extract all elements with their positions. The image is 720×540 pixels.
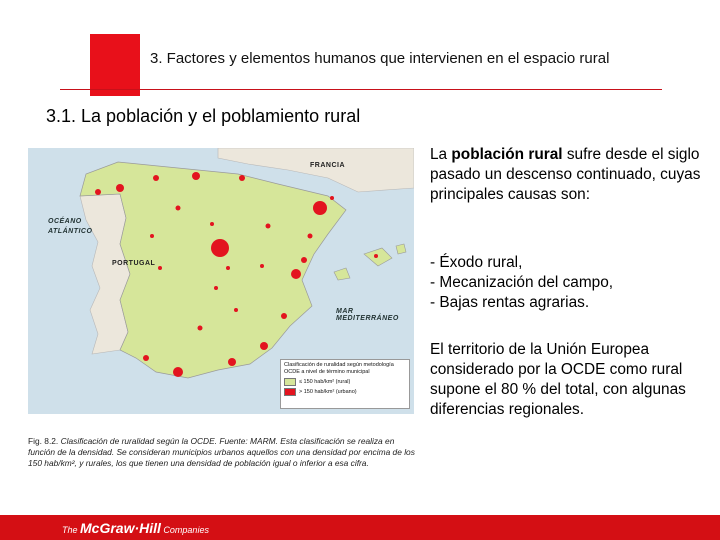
- legend-label-urban: > 150 hab/km² (urbano): [299, 388, 357, 395]
- legend-swatch-urban: [284, 388, 296, 396]
- logo-the: The: [62, 525, 81, 535]
- legend-label-rural: ≤ 150 hab/km² (rural): [299, 378, 351, 385]
- map-legend: [280, 359, 410, 409]
- header-divider: [60, 89, 662, 90]
- paragraph-intro-start: La: [430, 146, 452, 163]
- legend-item-rural: [284, 378, 406, 386]
- logo-companies: Companies: [160, 525, 209, 535]
- logo-name: McGraw·Hill: [80, 520, 161, 536]
- map-label-ocean: OCÉANO: [48, 218, 82, 225]
- caption-title: Clasificación de ruralidad según la OCDE. Fuente: MARM.: [60, 436, 278, 446]
- paragraph-intro: [430, 145, 702, 205]
- header-title: 3. Factores y elementos humanos que intervienen en el espacio rural: [150, 50, 610, 67]
- header-accent-block: [90, 34, 140, 96]
- balearic-islands: [334, 244, 406, 280]
- ruralidad-map: [28, 148, 414, 414]
- map-label-ocean-2: ATLÁNTICO: [48, 228, 93, 235]
- caption-body: Esta clasificación se realiza en función de la densidad. Se consideran municipios urbanos aquellos con una densidad por encima de los 150 hab/km², y rurales, los que tienen una densidad de población igual o inferior a esa cifra.: [28, 436, 415, 468]
- list-item: - Éxodo rural,: [430, 254, 523, 271]
- map-label-france: FRANCIA: [310, 162, 345, 169]
- paragraph-eu: El territorio de la Unión Europea considerado por la OCDE como rural supone el 80 % del total, con algunas diferencias regionales.: [430, 341, 686, 418]
- legend-title: Clasificación de ruralidad según metodología OCDE a nivel de término municipal: [284, 362, 394, 375]
- section-title: 3.1. La población y el poblamiento rural: [46, 106, 361, 126]
- legend-item-urban: [284, 388, 406, 396]
- caption-prefix: Fig. 8.2.: [28, 436, 61, 446]
- footer-bar: [0, 515, 720, 540]
- map-label-mediterranean: MAR MEDITERRÁNEO: [336, 308, 399, 322]
- paragraph-intro-bold: población rural: [451, 146, 563, 163]
- map-label-portugal: PORTUGAL: [112, 260, 156, 267]
- list-item: - Bajas rentas agrarias.: [430, 294, 590, 311]
- figure-caption: [28, 436, 420, 469]
- paragraph-intro-end: sufre desde el siglo pasado un descenso continuado, cuyas principales causas son:: [430, 146, 701, 203]
- legend-swatch-rural: [284, 378, 296, 386]
- portugal-region: [80, 194, 130, 354]
- publisher-logo: [62, 520, 209, 536]
- list-item: - Mecanización del campo,: [430, 274, 614, 291]
- causes-list: [430, 253, 702, 313]
